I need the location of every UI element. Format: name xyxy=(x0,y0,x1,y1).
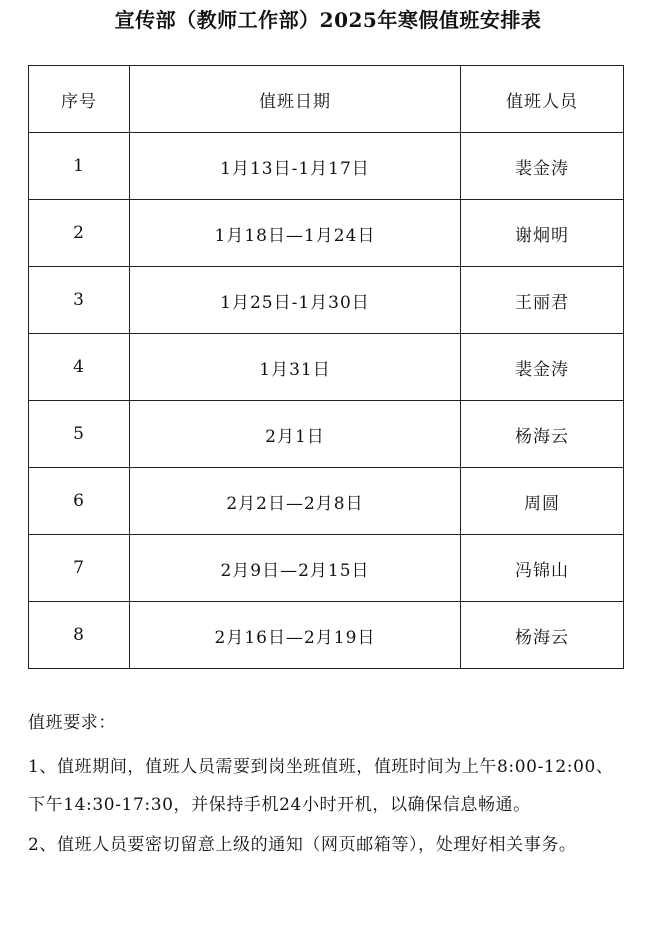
table-header-row xyxy=(29,66,624,133)
row-number: 4 xyxy=(29,334,130,401)
table-row xyxy=(29,133,624,200)
table-row xyxy=(29,401,624,468)
row-person: 裴金涛 xyxy=(461,334,624,401)
header-date: 值班日期 xyxy=(130,66,461,133)
row-date: 1月13日-1月17日 xyxy=(130,133,461,200)
requirement-item: 1、值班期间，值班人员需要到岗坐班值班，值班时间为上午8:00-12:00、下午14:30-17:30，并保持手机24小时开机，以确保信息畅通。 xyxy=(28,757,614,815)
duty-requirements xyxy=(28,710,628,864)
table-row xyxy=(29,267,624,334)
row-person: 冯锦山 xyxy=(461,535,624,602)
row-person: 杨海云 xyxy=(461,602,624,669)
row-person: 谢炯明 xyxy=(461,200,624,267)
table-row xyxy=(29,535,624,602)
table-row xyxy=(29,334,624,401)
row-date: 2月9日—2月15日 xyxy=(130,535,461,602)
row-number: 5 xyxy=(29,401,130,468)
row-number: 1 xyxy=(29,133,130,200)
row-person: 周圆 xyxy=(461,468,624,535)
row-number: 8 xyxy=(29,602,130,669)
requirements-heading: 值班要求： xyxy=(28,713,116,733)
row-number: 3 xyxy=(29,267,130,334)
row-person: 杨海云 xyxy=(461,401,624,468)
header-number: 序号 xyxy=(29,66,130,133)
row-date: 1月25日-1月30日 xyxy=(130,267,461,334)
row-number: 7 xyxy=(29,535,130,602)
duty-schedule-table xyxy=(28,65,624,669)
row-date: 2月16日—2月19日 xyxy=(130,602,461,669)
table-row xyxy=(29,602,624,669)
row-number: 2 xyxy=(29,200,130,267)
document-title: 宣传部（教师工作部）2025年寒假值班安排表 xyxy=(114,8,542,32)
row-person: 王丽君 xyxy=(461,267,624,334)
row-date: 2月1日 xyxy=(130,401,461,468)
row-date: 1月18日—1月24日 xyxy=(130,200,461,267)
requirement-item: 2、值班人员要密切留意上级的通知（网页邮箱等），处理好相关事务。 xyxy=(28,835,577,855)
row-date: 2月2日—2月8日 xyxy=(130,468,461,535)
table-row xyxy=(29,200,624,267)
row-number: 6 xyxy=(29,468,130,535)
header-person: 值班人员 xyxy=(461,66,624,133)
row-person: 裴金涛 xyxy=(461,133,624,200)
row-date: 1月31日 xyxy=(130,334,461,401)
table-row xyxy=(29,468,624,535)
